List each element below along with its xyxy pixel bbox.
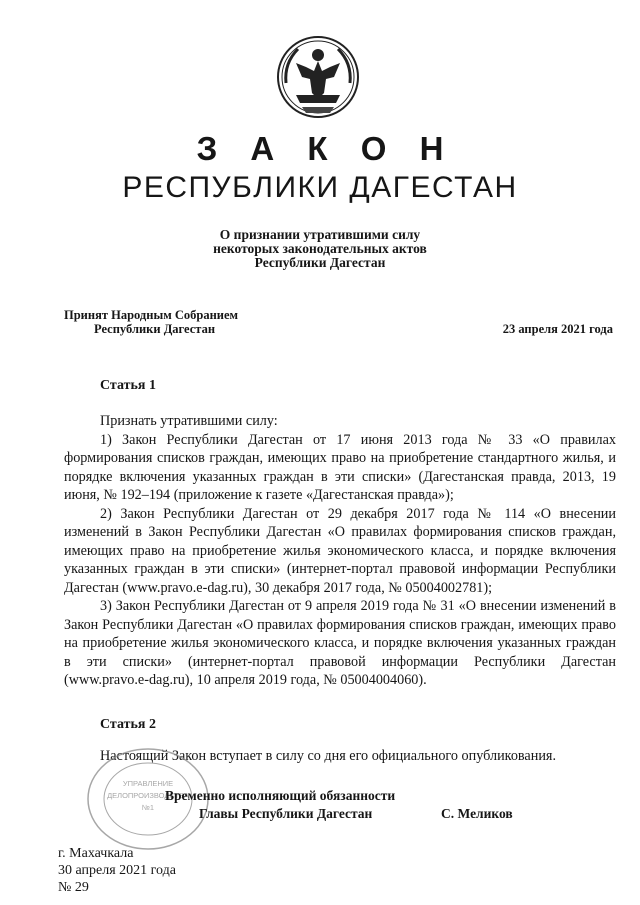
signer-name: С. Меликов (441, 806, 513, 821)
signing-place: г. Махачкала (58, 846, 134, 861)
document-footer (58, 845, 176, 896)
article-paragraph: Настоящий Закон вступает в силу со дня его официального опубликования. (100, 748, 556, 764)
article-title: Статья 1 (100, 378, 156, 393)
signer-position: Главы Республики Дагестан (199, 806, 373, 821)
stamp-line: УПРАВЛЕНИЕ (122, 779, 174, 788)
stamp-line: ДЕЛОПРОИЗВОДСТВА (107, 791, 189, 800)
law-subject-line: некоторых законодательных актов (213, 241, 427, 256)
article-paragraph: Признать утратившими силу: (100, 413, 278, 429)
article-paragraph: 3) Закон Республики Дагестан от 9 апреля 2019 года № 31 «О внесении изменений в Закон Республики Дагестан «О правилах формирования списков граждан, имеющих право на приобретение жилья экономического класса, и порядке включения указанных граждан в эти списки» (интернет-портал правовой информации Республики Дагестан (www.pravo.e-dag.ru), 10 апреля 2019 года, № 05004004060). (64, 598, 616, 688)
law-subject-line: Республики Дагестан (254, 255, 386, 270)
issuer-title: РЕСПУБЛИКИ ДАГЕСТАН (122, 171, 518, 204)
law-number: № 29 (58, 880, 89, 895)
stamp-line: №1 (141, 803, 155, 812)
adoption-line: Принят Народным Собранием (64, 308, 239, 322)
article-title: Статья 2 (100, 717, 156, 732)
article-paragraph: 1) Закон Республики Дагестан от 17 июня 2013 года № 33 «О правилах формирования списков граждан, имеющих право на приобретение стандартного жилья, и порядке включения указанных граждан в эти списки» (Дагестанская правда, 2013, 19 июня, № 192–194 (приложение к газете «Дагестанская правда»); (64, 431, 616, 503)
adoption-date: 23 апреля 2021 года (502, 322, 613, 336)
adoption-line: Республики Дагестан (94, 322, 216, 336)
article-paragraph: 2) Закон Республики Дагестан от 29 декабря 2017 года № 114 «О внесении изменений в Закон Республики Дагестан «О правилах формирования списков граждан, имеющих право на приобретение жилья экономического класса, и порядке включения указанных граждан в эти списки» (интернет-портал правовой информации Республики Дагестан (www.pravo.e-dag.ru), 30 декабря 2017 года, № 05004002781); (64, 505, 616, 596)
document-type-title: З А К О Н (196, 130, 456, 167)
adoption-note (64, 308, 238, 336)
coat-of-arms-icon (276, 33, 360, 121)
article-body (64, 412, 616, 690)
law-subject (0, 228, 640, 270)
law-subject-line: О признании утратившими силу (219, 227, 421, 242)
signer-position: Временно исполняющий обязанности (165, 788, 396, 803)
signing-date: 30 апреля 2021 года (58, 863, 176, 878)
